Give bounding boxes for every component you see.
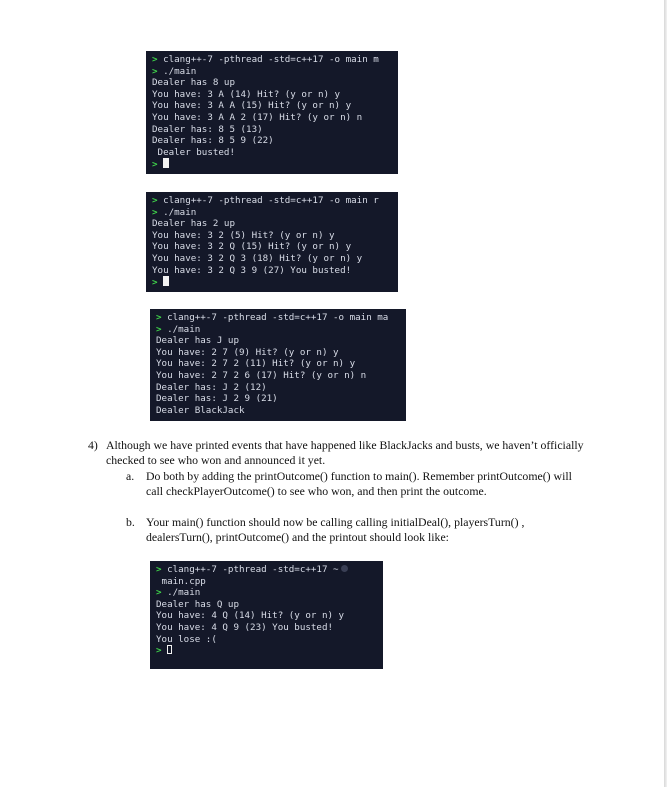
prompt-arrow-icon: > [152,277,158,288]
terminal-line [156,599,377,611]
terminal-line [152,265,392,277]
terminal-line [152,54,392,66]
terminal-screenshot-4 [150,561,383,669]
terminal-line [156,416,400,421]
terminal-text: You have: 2 7 2 (11) Hit? (y or n) y [156,358,356,370]
terminal-text: Dealer has 8 up [152,77,235,89]
terminal-text: You have: 3 2 Q (15) Hit? (y or n) y [152,241,352,253]
prompt-arrow-icon: > [156,312,162,323]
terminal-line [152,195,392,207]
terminal-text: ./main [161,587,201,599]
prompt-arrow-icon: > [156,645,162,657]
terminal-text: Dealer busted! [152,146,235,158]
sub-item-text: Do both by adding the printOutcome() function to main(). Remember printOutcome() will call checkPlayerOutcome() to see who won, and then print the outcome. [146,469,572,499]
terminal-line [152,276,392,288]
terminal-text: ./main [157,206,197,218]
terminal-line [156,358,400,370]
terminal-text: Dealer has J up [156,335,239,347]
terminal-line [156,324,400,336]
terminal-line [156,312,400,324]
terminal-line [156,622,377,634]
terminal-line [152,66,392,78]
terminal-screenshot-1 [146,51,398,174]
terminal-cursor-icon [163,158,169,168]
terminal-line [152,158,392,170]
terminal-text: ./main [161,323,201,335]
terminal-line [156,393,400,405]
item-number: 4) [88,438,98,452]
sub-item-letter: b. [126,515,135,529]
terminal-text: ./main [157,65,197,77]
terminal-line [152,100,392,112]
terminal-line [152,230,392,242]
terminal-line [156,347,400,359]
terminal-line [152,89,392,101]
terminal-line [156,564,377,576]
terminal-cursor-icon [163,276,169,286]
prompt-arrow-icon: > [152,65,158,77]
terminal-line [156,645,377,657]
terminal-text: clang++-7 -pthread -std=c++17 -o main ma [161,312,389,323]
prompt-arrow-icon: > [152,54,158,65]
terminal-line [152,124,392,136]
terminal-text: You have: 3 A (14) Hit? (y or n) y [152,88,341,100]
truncation-fade-icon [341,565,348,572]
prompt-arrow-icon: > [152,159,158,170]
terminal-text: Dealer BlackJack [156,404,245,416]
terminal-line [156,634,377,646]
sub-item-letter: a. [126,469,135,483]
terminal-line [152,241,392,253]
terminal-cursor-icon [167,645,172,654]
terminal-line [156,370,400,382]
terminal-line [156,335,400,347]
terminal-text: Dealer has Q up [156,598,239,610]
terminal-text: Dealer has: 8 5 (13) [152,123,263,135]
terminal-line [156,576,377,588]
terminal-text: Dealer has: J 2 9 (21) [156,393,278,405]
prompt-arrow-icon: > [152,206,158,218]
terminal-text: You have: 3 A A 2 (17) Hit? (y or n) n [152,111,363,123]
terminal-text: You have: 2 7 2 6 (17) Hit? (y or n) n [156,369,367,381]
terminal-text: Dealer has: 8 5 9 (22) [152,135,274,147]
terminal-text: You have: 3 2 (5) Hit? (y or n) y [152,229,335,241]
prompt-arrow-icon: > [156,323,162,335]
terminal-line [152,147,392,159]
terminal-text: You have: 4 Q 9 (23) You busted! [156,621,334,633]
terminal-text: You have: 3 2 Q 3 9 (27) You busted! [152,264,352,276]
terminal-text: clang++-7 -pthread -std=c++17 -o main r [157,195,379,206]
terminal-text: You have: 4 Q (14) Hit? (y or n) y [156,610,345,622]
terminal-text: You have: 3 A A (15) Hit? (y or n) y [152,100,352,112]
terminal-line [156,382,400,394]
terminal-line [152,207,392,219]
terminal-line [152,135,392,147]
terminal-screenshot-3 [150,309,406,421]
terminal-line [152,253,392,265]
terminal-line [156,610,377,622]
prompt-arrow-icon: > [156,587,162,599]
prompt-arrow-icon: > [156,564,162,575]
terminal-line [152,112,392,124]
terminal-line [156,405,400,417]
terminal-line [156,587,377,599]
terminal-text: clang++-7 -pthread -std=c++17 -o main m [157,54,379,65]
terminal-text: Dealer has: J 2 (12) [156,381,267,393]
terminal-line [152,77,392,89]
terminal-text: You have: 2 7 (9) Hit? (y or n) y [156,346,339,358]
terminal-text: Dealer has 2 up [152,218,235,230]
terminal-text: You lose :( [156,633,217,645]
terminal-line [152,218,392,230]
terminal-text: main.cpp [156,575,206,587]
item-text: Although we have printed events that have happened like BlackJacks and busts, we haven’t officially checked to see who won and announced it yet. [106,438,584,468]
terminal-text: You have: 3 2 Q 3 (18) Hit? (y or n) y [152,252,363,264]
terminal-text: clang++-7 -pthread -std=c++17 ~ [161,564,339,575]
prompt-arrow-icon: > [152,195,158,206]
terminal-screenshot-2 [146,192,398,292]
sub-item-text: Your main() function should now be calling calling initialDeal(), playersTurn() , dealersTurn(), printOutcome() and the printout should look like: [146,515,525,545]
